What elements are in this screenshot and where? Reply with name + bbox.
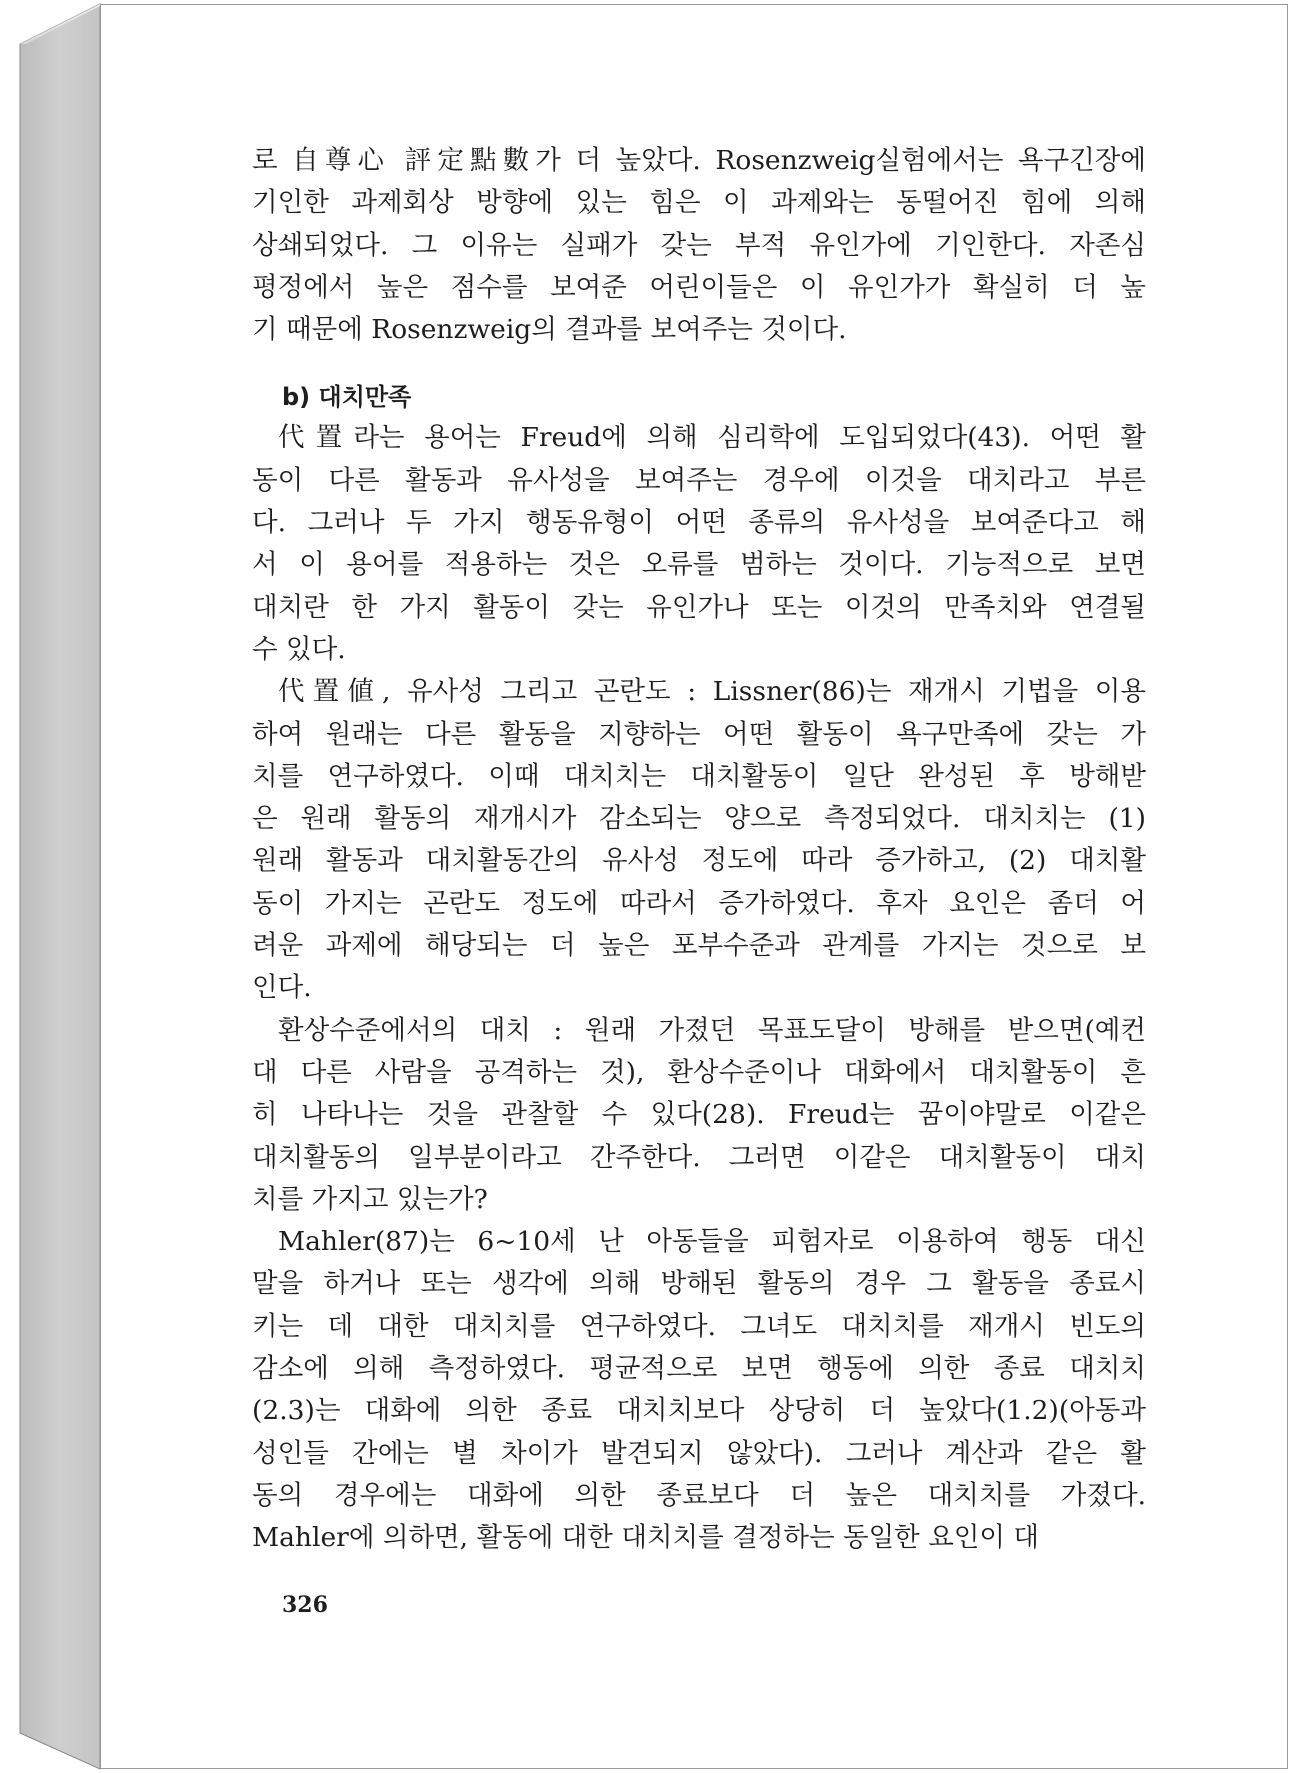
text-line: 동이 가지는 곤란도 정도에 따라서 증가하였다. 후자 요인은 좀더 어 — [252, 887, 1146, 919]
text-line: 대치활동의 일부분이라고 간주한다. 그러면 이같은 대치활동이 대치 — [252, 1141, 1146, 1173]
page-body-text — [252, 140, 1146, 1560]
paragraph-4 — [252, 1010, 1146, 1221]
text-line: 성인들 간에는 별 차이가 발견되지 않았다). 그러나 계산과 같은 활 — [252, 1437, 1146, 1469]
text-line: 대 다른 사람을 공격하는 것), 환상수준이나 대화에서 대치활동이 흔 — [252, 1056, 1146, 1088]
text-line: Mahler(87)는 6~10세 난 아동들을 피험자로 이용하여 행동 대신 — [278, 1226, 1146, 1258]
text-line: 평정에서 높은 점수를 보여준 어린이들은 이 유인가가 확실히 더 높 — [252, 271, 1146, 303]
paragraph-2 — [252, 417, 1146, 671]
text-line: 인다. — [252, 972, 312, 1004]
page-number: 326 — [282, 1592, 328, 1618]
text-line: Mahler에 의하면, 활동에 대한 대치치를 결정하는 동일한 요인이 대 — [252, 1522, 1040, 1554]
text-line: 수 있다. — [252, 633, 346, 665]
text-line: 代置라는 용어는 Freud에 의해 심리학에 도입되었다(43). 어떤 활 — [278, 422, 1146, 454]
text-line: 히 나타나는 것을 관찰할 수 있다(28). Freud는 꿈이야말로 이같은 — [252, 1099, 1146, 1131]
text-line: 키는 데 대한 대치치를 연구하였다. 그녀도 대치치를 재개시 빈도의 — [252, 1310, 1146, 1342]
text-line: 다. 그러나 두 가지 행동유형이 어떤 종류의 유사성을 보여준다고 해 — [252, 507, 1146, 539]
text-line: 서 이 용어를 적용하는 것은 오류를 범하는 것이다. 기능적으로 보면 — [252, 549, 1146, 581]
section-heading: b) 대치만족 — [282, 383, 412, 412]
text-line: 기 때문에 Rosenzweig의 결과를 보여주는 것이다. — [252, 314, 847, 346]
paragraph-5 — [252, 1221, 1146, 1559]
text-line: 상쇄되었다. 그 이유는 실패가 갖는 부적 유인가에 기인한다. 자존심 — [252, 229, 1146, 261]
text-line: 동이 다른 활동과 유사성을 보여주는 경우에 이것을 대치라고 부른 — [252, 464, 1146, 496]
text-line: 代置値, 유사성 그리고 곤란도 : Lissner(86)는 재개시 기법을 이용 — [278, 676, 1146, 708]
text-line: 은 원래 활동의 재개시가 감소되는 양으로 측정되었다. 대치치는 (1) — [252, 803, 1146, 835]
text-line: 감소에 의해 측정하였다. 평균적으로 보면 행동에 의한 종료 대치치 — [252, 1353, 1146, 1385]
text-line: 원래 활동과 대치활동간의 유사성 정도에 따라 증가하고, (2) 대치활 — [252, 845, 1146, 877]
text-line: (2.3)는 대화에 의한 종료 대치치보다 상당히 더 높았다(1.2)(아동과 — [252, 1395, 1146, 1427]
paragraph-1 — [252, 140, 1146, 351]
text-line: 환상수준에서의 대치 : 원래 가졌던 목표도달이 방해를 받으면(예컨 — [278, 1014, 1146, 1046]
text-line: 동의 경우에는 대화에 의한 종료보다 더 높은 대치치를 가졌다. — [252, 1479, 1146, 1511]
text-line: 치를 가지고 있는가? — [252, 1183, 488, 1215]
text-line: 기인한 과제회상 방향에 있는 힘은 이 과제와는 동떨어진 힘에 의해 — [252, 187, 1146, 219]
text-line: 하여 원래는 다른 활동을 지향하는 어떤 활동이 욕구만족에 갖는 가 — [252, 718, 1146, 750]
text-line: 말을 하거나 또는 생각에 의해 방해된 활동의 경우 그 활동을 종료시 — [252, 1268, 1146, 1300]
text-line: 치를 연구하였다. 이때 대치치는 대치활동이 일단 완성된 후 방해받 — [252, 760, 1146, 792]
text-line: 로 自尊心 評定點數가 더 높았다. Rosenzweig실험에서는 욕구긴장에 — [252, 145, 1146, 176]
text-line: 려운 과제에 해당되는 더 높은 포부수준과 관계를 가지는 것으로 보 — [252, 930, 1146, 962]
paragraph-3 — [252, 671, 1146, 1009]
text-line: 대치란 한 가지 활동이 갖는 유인가나 또는 이것의 만족치와 연결될 — [252, 591, 1146, 623]
